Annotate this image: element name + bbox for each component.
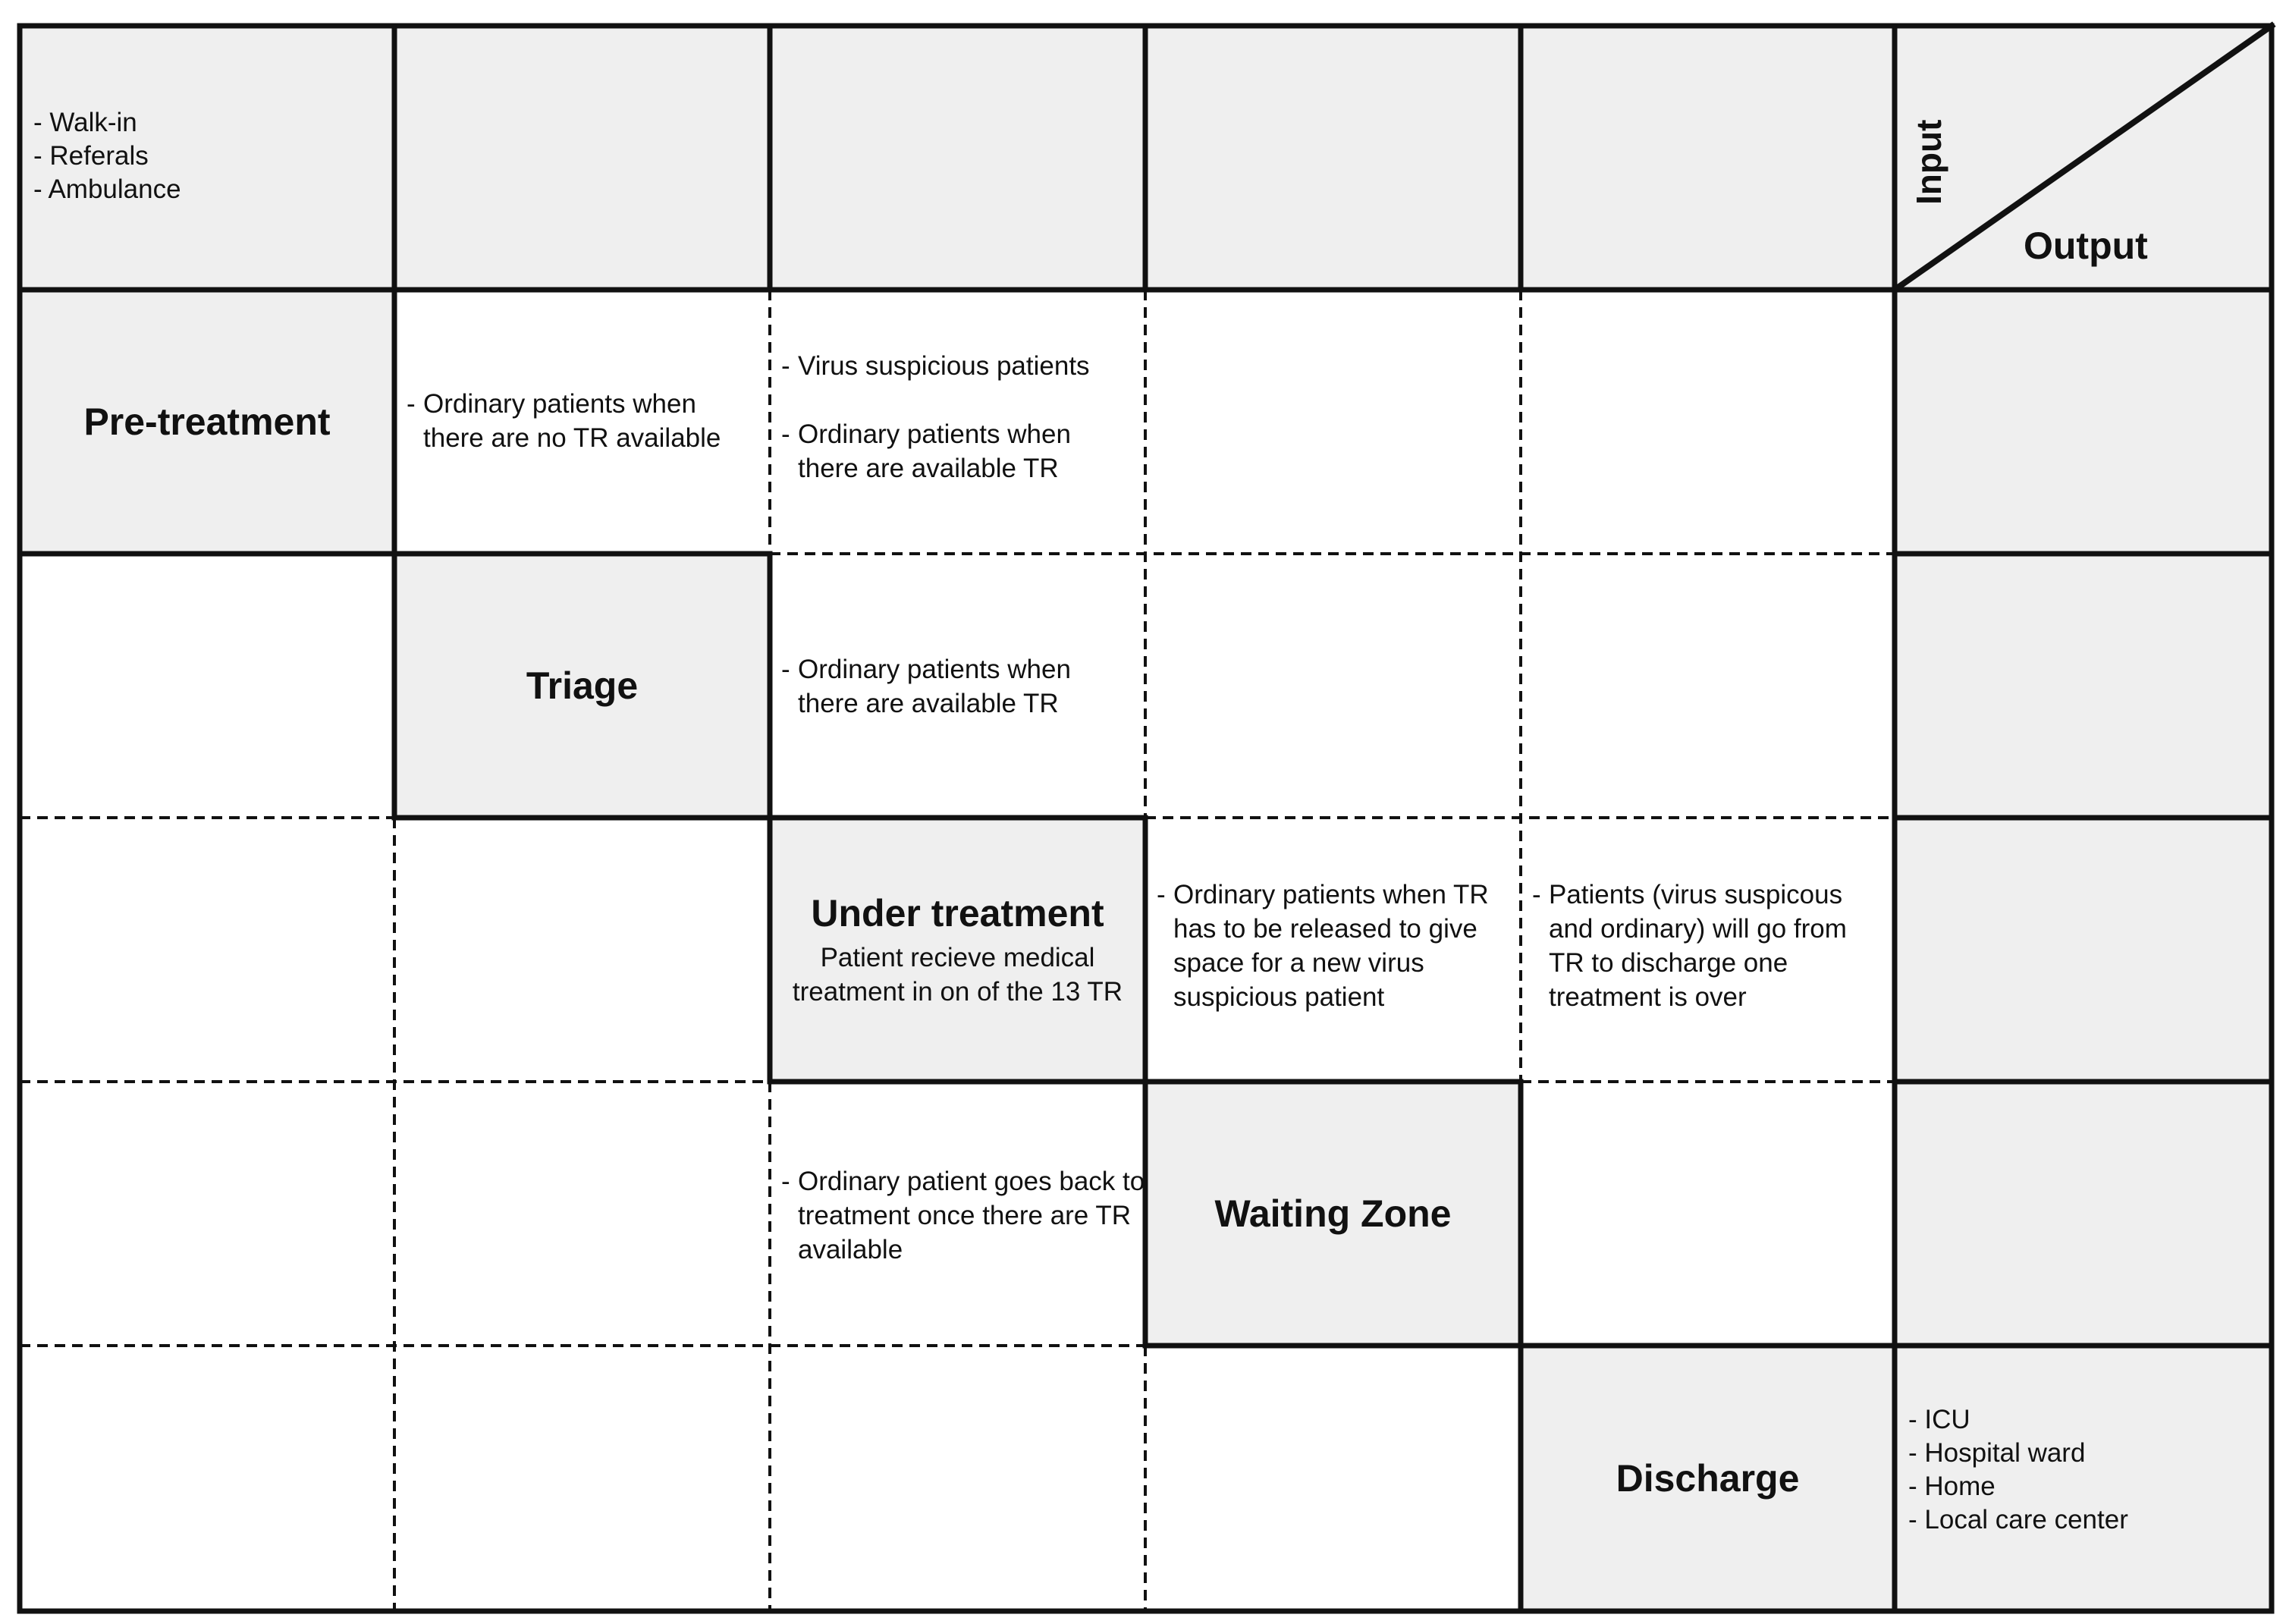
flow-note-item: - Virus suspicious patients: [781, 349, 1138, 383]
stage-name: Under treatment: [811, 891, 1104, 935]
flow-note-pre-to-triage: [407, 387, 763, 455]
input-axis-label: Input: [1909, 119, 1948, 205]
discharge-output-item: - Local care center: [1908, 1503, 2128, 1537]
stage-title-pre-treatment: [20, 290, 394, 554]
flow-note-item: - Ordinary patients when TR has to be released to give space for a new virus suspicious patient: [1157, 878, 1517, 1014]
stage-title-triage: [394, 554, 770, 818]
flow-note-pre-to-under: [781, 349, 1138, 485]
flow-note-item: - Patients (virus suspicous and ordinary) will go from TR to discharge one treatment is over: [1532, 878, 1889, 1014]
discharge-output-item: - ICU: [1908, 1403, 2128, 1437]
flow-note-under-to-waiting: [1157, 878, 1517, 1014]
stage-name: Waiting Zone: [1214, 1192, 1452, 1235]
input-source-item: - Referals: [33, 140, 181, 173]
flow-note-item: - Ordinary patient goes back to treatment once there are TR available: [781, 1164, 1145, 1267]
output-axis-label: Output: [2024, 225, 2148, 267]
flow-note-waiting-to-under: [781, 1164, 1145, 1267]
flow-note-item: - Ordinary patients when there are no TR available: [407, 387, 763, 455]
input-sources-list: [33, 106, 181, 206]
flow-note-under-to-discharge: [1532, 878, 1889, 1014]
discharge-output-item: - Home: [1908, 1470, 2128, 1503]
stage-name: Triage: [526, 664, 639, 707]
flow-note-triage-to-under: [781, 652, 1138, 721]
stage-name: Discharge: [1616, 1457, 1800, 1500]
stage-title-waiting-zone: [1145, 1082, 1521, 1346]
input-source-item: - Walk-in: [33, 106, 181, 140]
stage-subtitle: Patient recieve medical treatment in on of the 13 TR: [792, 942, 1123, 1007]
stage-name: Pre-treatment: [83, 401, 331, 443]
flow-note-item: - Ordinary patients when there are available TR: [781, 417, 1138, 485]
flow-note-item: - Ordinary patients when there are available TR: [781, 652, 1138, 721]
input-source-item: - Ambulance: [33, 173, 181, 206]
discharge-outputs-list: [1908, 1403, 2128, 1537]
discharge-output-item: - Hospital ward: [1908, 1437, 2128, 1470]
stage-title-under-treatment: [770, 818, 1145, 1082]
stage-title-discharge: [1521, 1346, 1895, 1611]
